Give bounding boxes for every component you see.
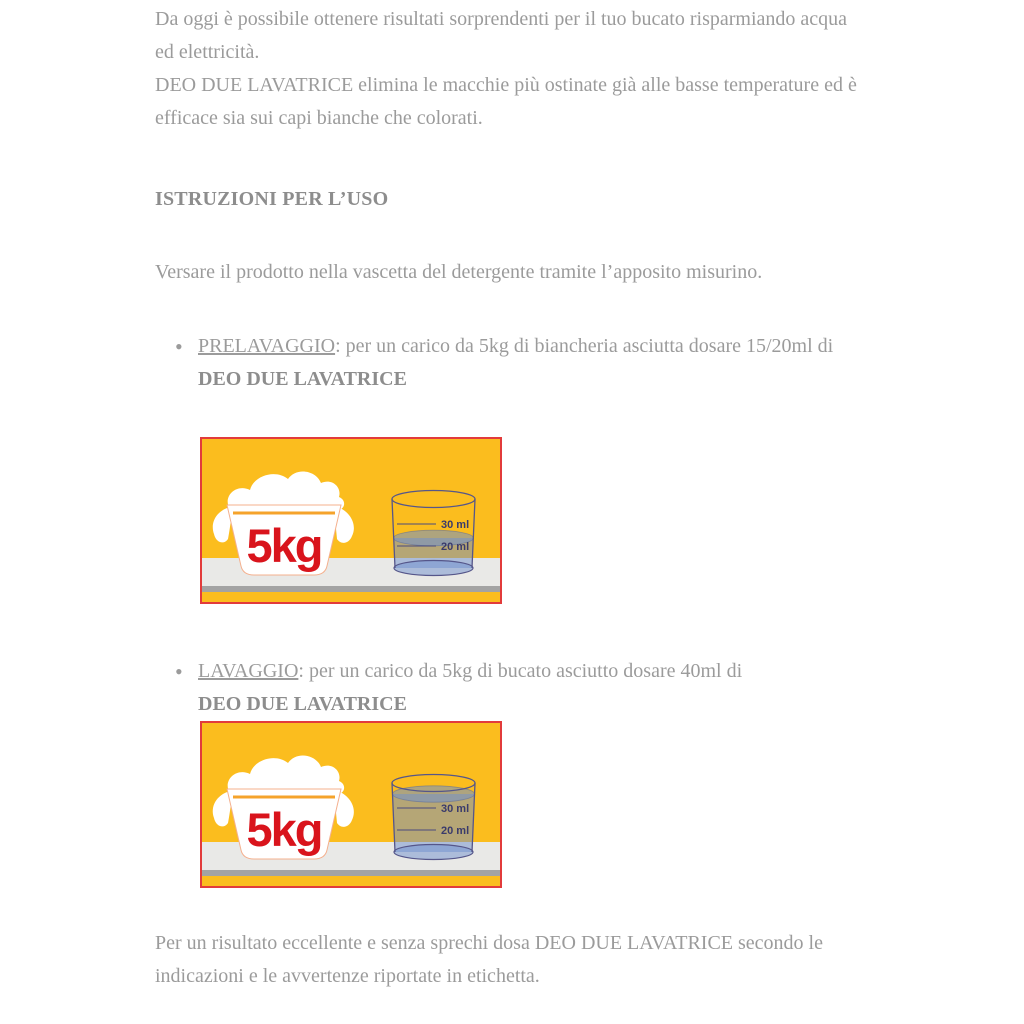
prelavaggio-detail: : per un carico da 5kg di biancheria asciutta dosare 15/20ml di bbox=[335, 335, 834, 357]
prelavaggio-term: PRELAVAGGIO bbox=[198, 335, 336, 357]
intro-line-2: DEO DUE LAVATRICE elimina le macchie più ostinate già alle basse temperature ed è efficace sia sui capi bianche che colorati. bbox=[155, 74, 857, 129]
dosing-intro-paragraph: Versare il prodotto nella vascetta del detergente tramite l’apposito misurino. bbox=[155, 261, 763, 283]
instruction-item-prelavaggio bbox=[155, 330, 870, 604]
prelavaggio-dose-figure bbox=[200, 437, 502, 604]
cup-mark-30ml: 30 ml bbox=[441, 803, 470, 815]
lavaggio-dose-illustration bbox=[200, 721, 502, 888]
shelf-stripe bbox=[202, 586, 500, 592]
product-name: DEO DUE LAVATRICE bbox=[198, 693, 407, 715]
cup-mark-20ml: 20 ml bbox=[441, 825, 470, 837]
closing-paragraph: Per un risultato eccellente e senza sprechi dosa DEO DUE LAVATRICE secondo le indicazioni e le avvertenze riportate in etichetta. bbox=[155, 932, 823, 987]
prelavaggio-dose-illustration bbox=[200, 437, 502, 604]
cup-mark-30ml: 30 ml bbox=[441, 519, 470, 531]
instructions-heading: ISTRUZIONI PER L’USO bbox=[155, 188, 389, 210]
shelf-stripe bbox=[202, 870, 500, 876]
cup-mark-20ml: 20 ml bbox=[441, 541, 470, 553]
product-name: DEO DUE LAVATRICE bbox=[198, 368, 407, 390]
lavaggio-term: LAVAGGIO bbox=[198, 660, 299, 682]
instructions-list bbox=[155, 330, 870, 888]
intro-line-1: Da oggi è possibile ottenere risultati sorprendenti per il tuo bucato risparmiando acqua ed elettricità. bbox=[155, 8, 848, 63]
lavaggio-dose-figure bbox=[200, 721, 502, 888]
liquid-surface bbox=[393, 786, 475, 802]
lavaggio-detail: : per un carico da 5kg di bucato asciutto dosare 40ml di bbox=[298, 660, 743, 682]
instruction-item-lavaggio bbox=[155, 655, 870, 888]
load-weight-label: 5kg bbox=[246, 803, 322, 856]
load-weight-label: 5kg bbox=[246, 519, 322, 572]
intro-paragraph bbox=[155, 3, 870, 135]
